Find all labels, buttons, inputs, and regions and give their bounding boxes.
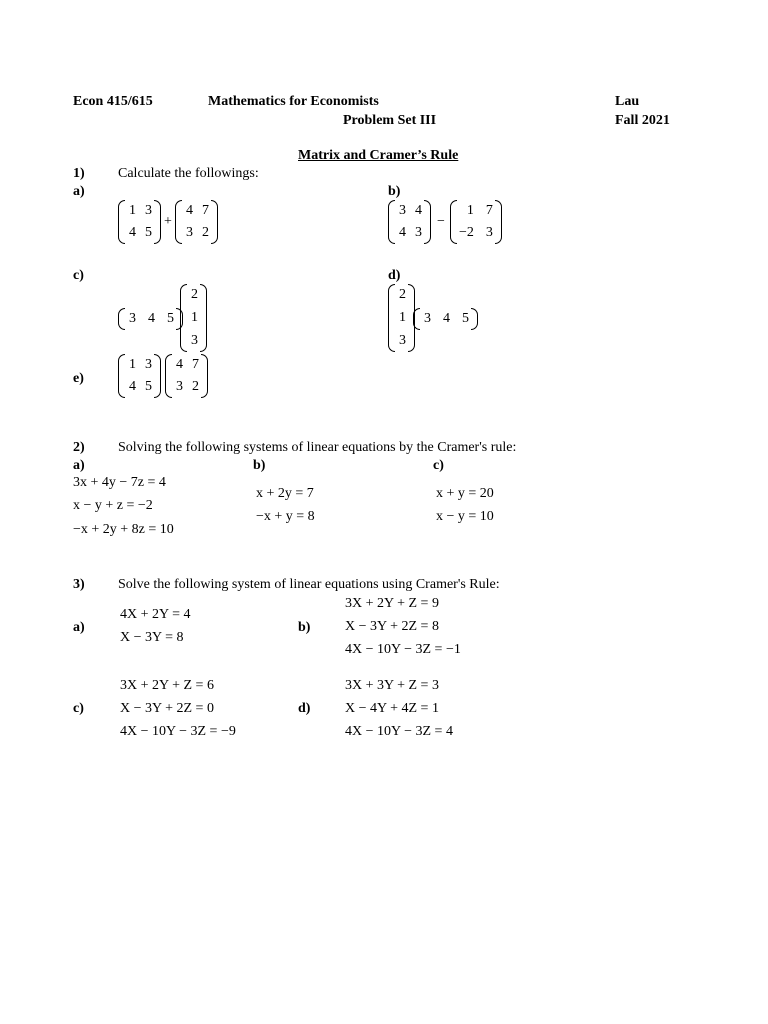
matrix-cell: 2 (191, 287, 198, 302)
matrix-cell: 4 (443, 311, 450, 326)
matrix-cell: 4 (415, 203, 422, 218)
matrix-cell: 1 (129, 203, 136, 218)
q3-prompt: Solve the following system of linear equations using Cramer's Rule: (118, 577, 500, 592)
matrix-cell: 3 (424, 311, 431, 326)
q3c-label: c) (73, 701, 84, 716)
q2c-equation-1: x + y = 20 (436, 486, 494, 501)
instructor-name: Lau (615, 94, 640, 109)
matrix-cell: 5 (145, 379, 152, 394)
q3c-equation-2: X − 3Y + 2Z = 0 (120, 701, 214, 716)
q1-prompt: Calculate the followings: (118, 166, 259, 181)
matrix-cell: 4 (129, 225, 136, 240)
matrix-cell: 3 (129, 311, 136, 326)
q2a-label: a) (73, 458, 85, 473)
q1c-column-vector (180, 284, 207, 352)
matrix-cell: 4 (148, 311, 155, 326)
q3b-equation-3: 4X − 10Y − 3Z = −1 (345, 642, 461, 657)
matrix-cell: 3 (485, 225, 493, 240)
q1b-label: b) (388, 184, 401, 199)
q2-number: 2) (73, 440, 85, 455)
matrix-cell: 4 (399, 225, 406, 240)
matrix-cell: 7 (202, 203, 209, 218)
matrix-cell: 4 (129, 379, 136, 394)
matrix-cell: 4 (176, 357, 183, 372)
q2a-equation-2: x − y + z = −2 (73, 498, 153, 513)
q1d-row-vector (413, 308, 478, 330)
q1a-matrix-1 (118, 200, 161, 244)
q1b-matrix-2 (450, 200, 502, 244)
q1a-label: a) (73, 184, 85, 199)
q3d-label: d) (298, 701, 311, 716)
q1d-column-vector (388, 284, 415, 352)
matrix-cell: 3 (399, 333, 406, 348)
matrix-cell: 3 (145, 203, 152, 218)
q1a-matrix-2 (175, 200, 218, 244)
q3c-equation-1: 3X + 2Y + Z = 6 (120, 678, 214, 693)
matrix-cell: 4 (186, 203, 193, 218)
q1a-operator: + (164, 214, 172, 229)
matrix-cell: 1 (466, 203, 474, 218)
topic-heading: Matrix and Cramer’s Rule (298, 148, 459, 163)
q3b-equation-1: 3X + 2Y + Z = 9 (345, 596, 439, 611)
q1e-matrix-2 (165, 354, 208, 398)
q1b-matrix-1 (388, 200, 431, 244)
q1d-label: d) (388, 268, 401, 283)
q2b-label: b) (253, 458, 266, 473)
matrix-cell: 1 (129, 357, 136, 372)
matrix-cell: 3 (415, 225, 422, 240)
q3a-label: a) (73, 620, 85, 635)
matrix-cell: 2 (192, 379, 199, 394)
q2c-equation-2: x − y = 10 (436, 509, 494, 524)
q2b-equation-1: x + 2y = 7 (256, 486, 314, 501)
q3c-equation-3: 4X − 10Y − 3Z = −9 (120, 724, 236, 739)
q2-prompt: Solving the following systems of linear equations by the Cramer's rule: (118, 440, 517, 455)
matrix-cell: 7 (192, 357, 199, 372)
q1c-label: c) (73, 268, 84, 283)
matrix-cell: 5 (462, 311, 469, 326)
course-code: Econ 415/615 (73, 94, 153, 109)
matrix-cell: 1 (191, 310, 198, 325)
matrix-cell: 2 (399, 287, 406, 302)
matrix-cell: 1 (399, 310, 406, 325)
q2c-label: c) (433, 458, 444, 473)
matrix-cell: −2 (459, 225, 474, 240)
term: Fall 2021 (615, 113, 670, 128)
q1e-matrix-1 (118, 354, 161, 398)
q1c-row-vector (118, 308, 183, 330)
q3a-equation-2: X − 3Y = 8 (120, 630, 184, 645)
q2b-equation-2: −x + y = 8 (256, 509, 315, 524)
q1b-operator: − (437, 214, 445, 229)
q2a-equation-1: 3x + 4y − 7z = 4 (73, 475, 166, 490)
q3-number: 3) (73, 577, 85, 592)
q3a-equation-1: 4X + 2Y = 4 (120, 607, 191, 622)
q3d-equation-3: 4X − 10Y − 3Z = 4 (345, 724, 453, 739)
matrix-cell: 3 (191, 333, 198, 348)
matrix-cell: 5 (145, 225, 152, 240)
matrix-cell: 3 (145, 357, 152, 372)
q2a-equation-3: −x + 2y + 8z = 10 (73, 522, 174, 537)
matrix-cell: 3 (399, 203, 406, 218)
course-title: Mathematics for Economists (208, 94, 379, 109)
q3d-equation-1: 3X + 3Y + Z = 3 (345, 678, 439, 693)
matrix-cell: 3 (176, 379, 183, 394)
q1e-label: e) (73, 371, 84, 386)
q3b-label: b) (298, 620, 311, 635)
problem-set-title: Problem Set III (343, 113, 437, 128)
matrix-cell: 2 (202, 225, 209, 240)
q3d-equation-2: X − 4Y + 4Z = 1 (345, 701, 439, 716)
matrix-cell: 7 (485, 203, 493, 218)
matrix-cell: 5 (167, 311, 174, 326)
matrix-cell: 3 (186, 225, 193, 240)
q1-number: 1) (73, 166, 85, 181)
q3b-equation-2: X − 3Y + 2Z = 8 (345, 619, 439, 634)
